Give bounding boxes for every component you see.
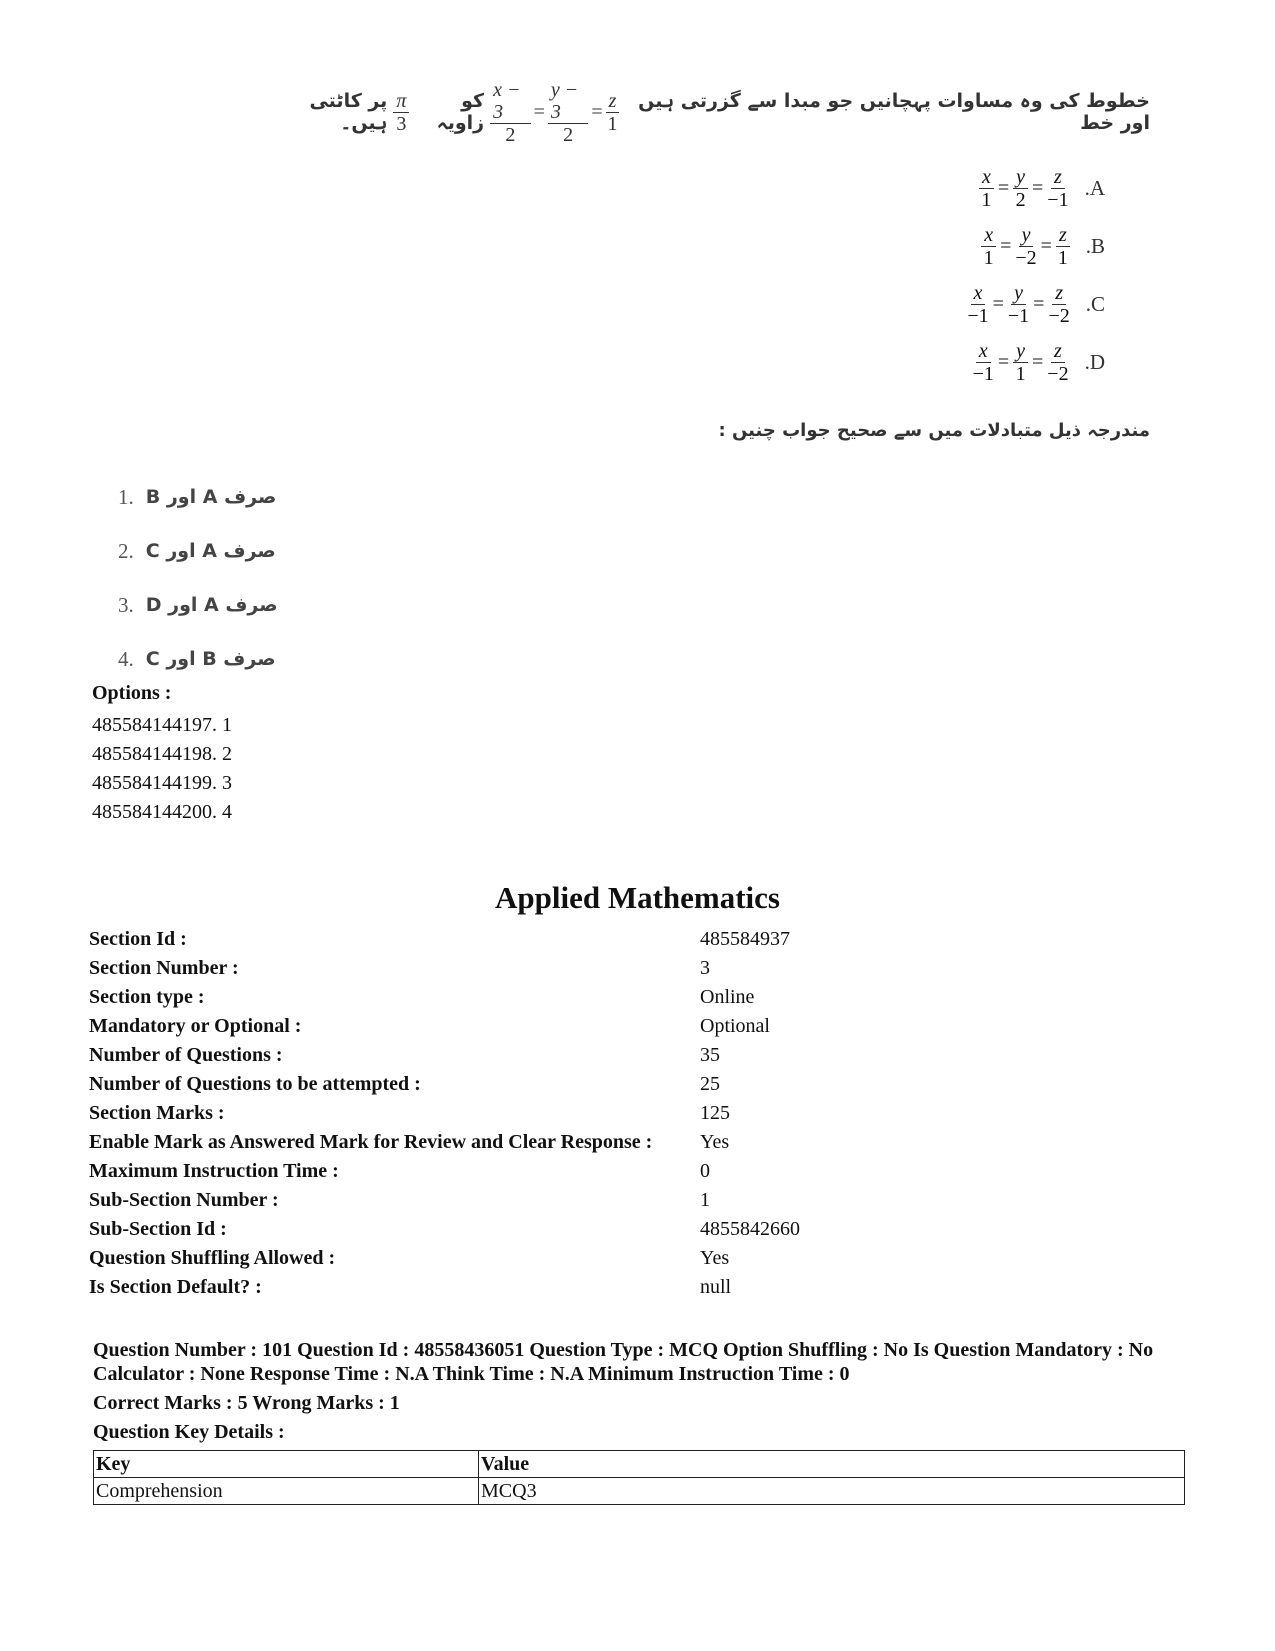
answer-option-1[interactable]: 1. صرف A اور B (118, 484, 277, 509)
info-row: Question Shuffling Allowed : Yes (89, 1247, 730, 1269)
info-row: Number of Questions to be attempted : 25 (89, 1073, 720, 1095)
choice-a: $\frac{x}{1}$ = $\frac{y}{2}$ = $\frac{z}{-1}$ .A (979, 166, 1105, 211)
info-row: Section Id : 485584937 (89, 928, 790, 950)
info-row: Section type : Online (89, 986, 755, 1008)
answer-option-3[interactable]: 3. صرف A اور D (118, 592, 278, 617)
choice-d: $\frac{x}{-1}$ = $\frac{y}{1}$ = $\frac{z}{-2}$ .D (972, 340, 1105, 385)
instruction-text: مندرجہ ذیل متبادلات میں سے صحیح جواب چنیں : (718, 420, 1150, 441)
question-meta (93, 1338, 1213, 1444)
given-line-equation: $\frac{x - 3}{2}$ = $\frac{y - 3}{2}$ = $\frac{z}{1}$ (490, 79, 619, 146)
key-details-heading: Question Key Details : (93, 1421, 285, 1443)
choice-c: $\frac{x}{-1}$ = $\frac{y}{-1}$ = $\frac{z}{-2}$ .C (967, 282, 1105, 327)
info-row: Maximum Instruction Time : 0 (89, 1160, 710, 1182)
info-row: Sub-Section Id : 4855842660 (89, 1218, 800, 1240)
choice-letter: .C (1085, 292, 1105, 316)
question-end: پر کاٹتی ہیں۔ (309, 90, 388, 134)
info-row: Sub-Section Number : 1 (89, 1189, 710, 1211)
option-id-item: 485584144198. 2 (92, 743, 232, 765)
question-text (270, 78, 1150, 146)
question-key-table (93, 1450, 1185, 1505)
key-table-header (94, 1451, 1185, 1478)
marks-line: Correct Marks : 5 Wrong Marks : 1 (93, 1392, 400, 1414)
option-id-item: 485584144199. 3 (92, 772, 232, 794)
answer-option-4[interactable]: 4. صرف B اور C (118, 646, 276, 671)
angle-fraction: $\frac{\pi}{3}$ (393, 90, 409, 135)
given-line-term-3: $\frac{z}{1}$ (607, 89, 618, 135)
choice-letter: .A (1084, 176, 1105, 200)
table-row (94, 1478, 1185, 1505)
answer-list (118, 470, 278, 686)
key-cell: Comprehension (94, 1478, 479, 1505)
info-row: Section Number : 3 (89, 957, 710, 979)
question-mid: کو زاویہ (436, 90, 485, 134)
column-header-key: Key (94, 1451, 479, 1478)
option-id-item: 485584144200. 4 (92, 801, 232, 823)
value-cell: MCQ3 (479, 1478, 1185, 1505)
section-title: Applied Mathematics (494, 880, 780, 915)
info-row: Number of Questions : 35 (89, 1044, 720, 1066)
info-row: Is Section Default? : null (89, 1276, 732, 1298)
question-lead: خطوط کی وہ مساوات پہچانیں جو مبدا سے گزرتی ہیں اور خط (638, 90, 1150, 134)
given-line-term-1: $\frac{x - 3}{2}$ (490, 79, 531, 146)
choice-letter: .D (1084, 350, 1105, 374)
option-id-item: 485584144197. 1 (92, 714, 232, 736)
section-info-table (89, 925, 800, 1302)
info-row: Section Marks : 125 (89, 1102, 730, 1124)
answer-option-2[interactable]: 2. صرف A اور C (118, 538, 276, 563)
choice-letter: .B (1085, 234, 1105, 258)
info-row: Enable Mark as Answered Mark for Review and Clear Response : Yes (89, 1131, 730, 1153)
choice-b: $\frac{x}{1}$ = $\frac{y}{-2}$ = $\frac{z}{1}$ .B (981, 224, 1105, 269)
options-id-list (92, 711, 232, 827)
question-meta-line: Question Number : 101 Question Id : 48558436051 Question Type : MCQ Option Shuffling : No Is Question Mandatory : No Calculator : None Response Time : N.A Think Time : N.A Minimum Instruction Time : 0 (93, 1339, 1154, 1385)
info-row: Mandatory or Optional : Optional (89, 1015, 770, 1037)
options-heading: Options : (92, 682, 172, 704)
column-header-value: Value (479, 1451, 1185, 1478)
given-line-term-2: $\frac{y - 3}{2}$ (548, 79, 589, 146)
